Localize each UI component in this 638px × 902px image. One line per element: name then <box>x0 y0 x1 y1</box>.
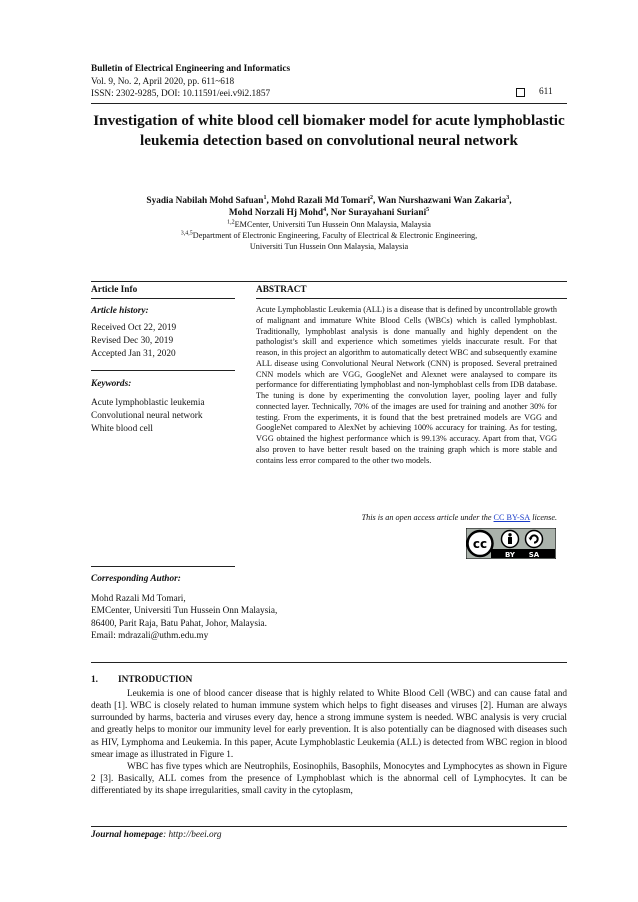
section-bottom-rule <box>91 662 567 663</box>
cc-license-icon <box>466 528 556 559</box>
oa-prefix: This is an open access article under the <box>361 513 494 522</box>
paragraph: Leukemia is one of blood cancer disease that is highly related to White Blood Cell (WBC) and can cause fatal and death [1]. WBC is closely related to human immune system which helps to fight diseases and viruses [2]. Human are always surrounded by harms, bacteria and viruses every day, hence a strong immune system is needed. WBC analysis is very crucial and greatly helps to monitor our immunity level for early prevention. It is also potentially can be diagnosed with diseases such as HIV, Lymphoma and Leukemia. In this paper, Acute Lymphoblastic Leukemia (ALL) is detected from WBC region in blood smear image as illustrated in Figure 1. <box>91 689 567 760</box>
article-info-rule <box>91 298 235 299</box>
footer-url[interactable]: : http://beei.org <box>163 830 222 840</box>
svg-text:cc: cc <box>472 537 488 551</box>
corresponding-rule <box>91 566 235 567</box>
page-number-area <box>516 87 553 97</box>
corresponding-email: Email: mdrazali@uthm.edu.my <box>91 631 209 642</box>
accepted-date: Accepted Jan 31, 2020 <box>91 348 176 359</box>
corresponding-address: 86400, Parit Raja, Batu Pahat, Johor, Malaysia. <box>91 618 267 629</box>
author-2: Mohd Razali Md Tomari <box>271 196 371 206</box>
keyword: Convolutional neural network <box>91 410 203 421</box>
keywords-list <box>91 397 205 435</box>
keywords-rule <box>91 370 235 371</box>
corresponding-affiliation: EMCenter, Universiti Tun Hussein Onn Malaysia, <box>91 606 278 617</box>
issn-line: ISSN: 2302-9285, DOI: 10.11591/eei.v9i2.1857 <box>91 89 271 100</box>
introduction-heading <box>91 675 192 685</box>
header-rule <box>91 103 567 104</box>
corresponding-name: Mohd Razali Md Tomari, <box>91 594 186 604</box>
author-list: Syadia Nabilah Mohd Safuan$^1$, Mohd Razali Md Tomari$^2$, Wan Nurshazwani Wan Zakaria$^3$, Mohd Norzali Hj Mohd$^4$, Nor Surayahani Suriani$^5$ <box>146 194 512 218</box>
author-1: Syadia Nabilah Mohd Safuan <box>146 196 264 206</box>
cc-by-sa-link[interactable]: CC BY-SA <box>493 513 531 522</box>
corresponding-details <box>91 593 277 643</box>
author-3: Wan Nurshazwani Wan Zakaria <box>377 196 507 206</box>
author-3-sup: 3 <box>506 194 510 201</box>
introduction-body <box>91 688 567 797</box>
history-heading: Article history: <box>91 306 149 316</box>
affiliations <box>91 219 567 252</box>
keyword: White blood cell <box>91 423 153 434</box>
journal-header <box>91 63 290 101</box>
checkbox-square-icon <box>516 88 525 97</box>
footer-label: Journal homepage <box>91 830 164 840</box>
abstract-rule <box>256 298 567 299</box>
footer-rule <box>91 826 567 827</box>
abstract-heading: ABSTRACT <box>256 285 307 295</box>
article-history <box>91 322 176 360</box>
keywords-heading: Keywords: <box>91 379 132 389</box>
page-number: 611 <box>539 87 553 97</box>
affiliation-3: Universiti Tun Hussein Onn Malaysia, Malaysia <box>249 242 409 251</box>
cc-sa-label: SA <box>528 551 540 559</box>
affiliation-1: EMCenter, Universiti Tun Hussein Onn Malaysia, Malaysia <box>234 220 431 229</box>
section-top-rule <box>91 281 567 282</box>
author-2-sup: 2 <box>370 194 374 201</box>
aff2-sup: 3,4,5 <box>180 230 193 237</box>
author-4-sup: 4 <box>323 206 327 213</box>
corresponding-heading: Corresponding Author: <box>91 574 181 584</box>
footer <box>91 830 222 840</box>
paragraph: WBC has five types which are Neutrophils, Eosinophils, Basophils, Monocytes and Lymphocytes as shown in Figure 2 [3]. Basically, ALL comes from the presence of Lymphoblast which is the abnormal cell of Lymphocytes. It can be differentiated by its shape irregularities, small cavity in the cytoplasm, <box>91 761 567 797</box>
aff1-sup: 1,2 <box>227 219 235 226</box>
author-5: Nor Surayahani Suriani <box>330 208 427 218</box>
keyword: Acute lymphoblastic leukemia <box>91 398 205 408</box>
cc-by-label: BY <box>504 551 516 559</box>
open-access-note <box>256 513 557 522</box>
author-1-sup: 1 <box>263 194 267 201</box>
revised-date: Revised Dec 30, 2019 <box>91 335 174 346</box>
received-date: Received Oct 22, 2019 <box>91 323 177 333</box>
journal-name: Bulletin of Electrical Engineering and Informatics <box>91 64 291 74</box>
oa-suffix: license. <box>530 513 557 522</box>
paper-title: Investigation of white blood cell biomaker model for acute lymphoblastic leukemia detection based on convolutional neural network <box>93 112 565 149</box>
cc-by-sa-badge[interactable] <box>466 528 556 564</box>
abstract-text: Acute Lymphoblastic Leukemia (ALL) is a disease that is defined by uncontrollable growth of malignant and immature White Blood Cells (WBCs) which is called lymphoblast. Traditionally, lymphoblast analysis is done manually and highly dependent on the pathologist’s skill and experience which sometimes yields inaccurate result. For that reason, in this project an algorithm to automatically detect WBC and subsequently examine ALL disease using Convolutional Neural Network (CNN) is proposed. Several pretrained CNN models which are VGG, GoogleNet and Alexnet were analaysed to compare its performance for differentiating lymphoblast and non-lymphoblast cells from IDB database. The tuning is done by experimenting the convolution layer, pooling layer and fully connected layer. Technically, 70% of the images are used for training and another 30% for testing. From the experiments, it is found that the best pretrained models are VGG and GoogleNet compared to AlexNet by achieving 100% accuracy for training. As for testing, VGG obtained the highest performance which is 99.13% accuracy. Apart from that, VGG also proven to have better result based on the training graph which is more stable and contains less error compared to the other two models. <box>256 305 557 465</box>
section-number: 1. <box>91 675 98 685</box>
volume-line: Vol. 9, No. 2, April 2020, pp. 611~618 <box>91 76 235 87</box>
author-5-sup: 5 <box>426 206 430 213</box>
section-title: INTRODUCTION <box>118 675 193 685</box>
article-info-heading: Article Info <box>91 285 138 295</box>
affiliation-2: Department of Electronic Engineering, Faculty of Electrical & Electronic Engineering, <box>192 231 478 240</box>
author-4: Mohd Norzali Hj Mohd <box>228 208 324 218</box>
